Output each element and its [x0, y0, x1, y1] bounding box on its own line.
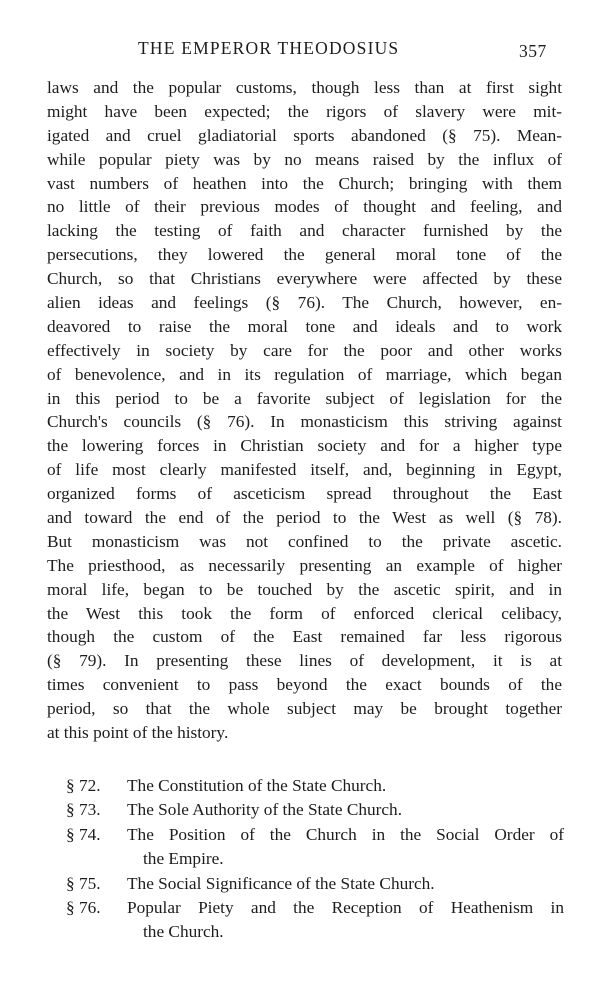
section-title [127, 798, 564, 822]
toc-entry [66, 774, 564, 798]
body-line: period, so that the whole subject may be brought together [47, 699, 562, 719]
body-line: and toward the end of the period to the West as well (§ 78). [47, 508, 562, 528]
body-line: moral life, began to be touched by the ascetic spirit, and in [47, 579, 562, 599]
body-line: at this point of the history. [47, 723, 229, 743]
body-paragraph [47, 76, 562, 745]
body-line: deavored to raise the moral tone and ideals and to work [47, 316, 562, 336]
body-line: in this period to be a favorite subject of legislation for the [47, 388, 562, 408]
body-line: Church's councils (§ 76). In monasticism this striving against [47, 412, 562, 432]
section-title-line: the Church. [143, 922, 224, 942]
body-line: But monasticism was not confined to the private ascetic. [47, 531, 562, 551]
page-number: 357 [519, 41, 547, 61]
section-number: § 75. [66, 873, 101, 893]
body-line: persecutions, they lowered the general moral tone of the [47, 245, 562, 265]
section-title-line: The Social Significance of the State Church. [127, 873, 435, 893]
body-line: the lowering forces in Christian society and for a higher type [47, 436, 562, 456]
body-line: (§ 79). In presenting these lines of development, it is at [47, 651, 562, 671]
body-line: organized forms of asceticism spread throughout the East [47, 484, 562, 504]
running-header [0, 38, 607, 64]
section-title [127, 774, 564, 798]
section-title-line: The Sole Authority of the State Church. [127, 800, 403, 820]
section-title-line: Popular Piety and the Reception of Heathenism in [127, 897, 564, 917]
section-number: § 72. [66, 776, 101, 795]
section-title [127, 896, 564, 945]
section-title-line: the Empire. [143, 849, 224, 869]
body-line: while popular piety was by no means raised by the influx of [47, 149, 562, 169]
body-line: of benevolence, and in its regulation of marriage, which began [47, 364, 562, 384]
running-title: THE EMPEROR THEODOSIUS [138, 38, 400, 58]
section-title [127, 823, 564, 872]
section-title [127, 872, 564, 896]
section-number: § 76. [66, 897, 101, 917]
body-line: times convenient to pass beyond the exact bounds of the [47, 675, 562, 695]
body-line: igated and cruel gladiatorial sports abandoned (§ 75). Mean- [47, 125, 562, 145]
toc-entry [66, 896, 564, 945]
toc-entry [66, 798, 564, 822]
section-title-line: The Constitution of the State Church. [127, 776, 387, 795]
body-line: alien ideas and feelings (§ 76). The Church, however, en- [47, 293, 562, 313]
body-line: lacking the testing of faith and character furnished by the [47, 221, 562, 241]
body-line: though the custom of the East remained far less rigorous [47, 627, 562, 647]
section-number: § 74. [66, 824, 101, 844]
body-line: vast numbers of heathen into the Church; bringing with them [47, 173, 562, 193]
body-line: of life most clearly manifested itself, and, beginning in Egypt, [47, 460, 562, 480]
body-line: Church, so that Christians everywhere were affected by these [47, 269, 562, 289]
body-line: The priesthood, as necessarily presenting an example of higher [47, 555, 562, 575]
body-line: might have been expected; the rigors of slavery were mit- [47, 101, 562, 121]
body-line: laws and the popular customs, though less than at first sight [47, 78, 562, 97]
toc-entry [66, 872, 564, 896]
section-contents-list [66, 774, 564, 945]
toc-entry [66, 823, 564, 872]
body-line: effectively in society by care for the poor and other works [47, 340, 562, 360]
section-number: § 73. [66, 800, 101, 820]
section-title-line: The Position of the Church in the Social Order of [127, 824, 564, 844]
body-line: no little of their previous modes of thought and feeling, and [47, 197, 562, 217]
body-line: the West this took the form of enforced clerical celibacy, [47, 603, 562, 623]
